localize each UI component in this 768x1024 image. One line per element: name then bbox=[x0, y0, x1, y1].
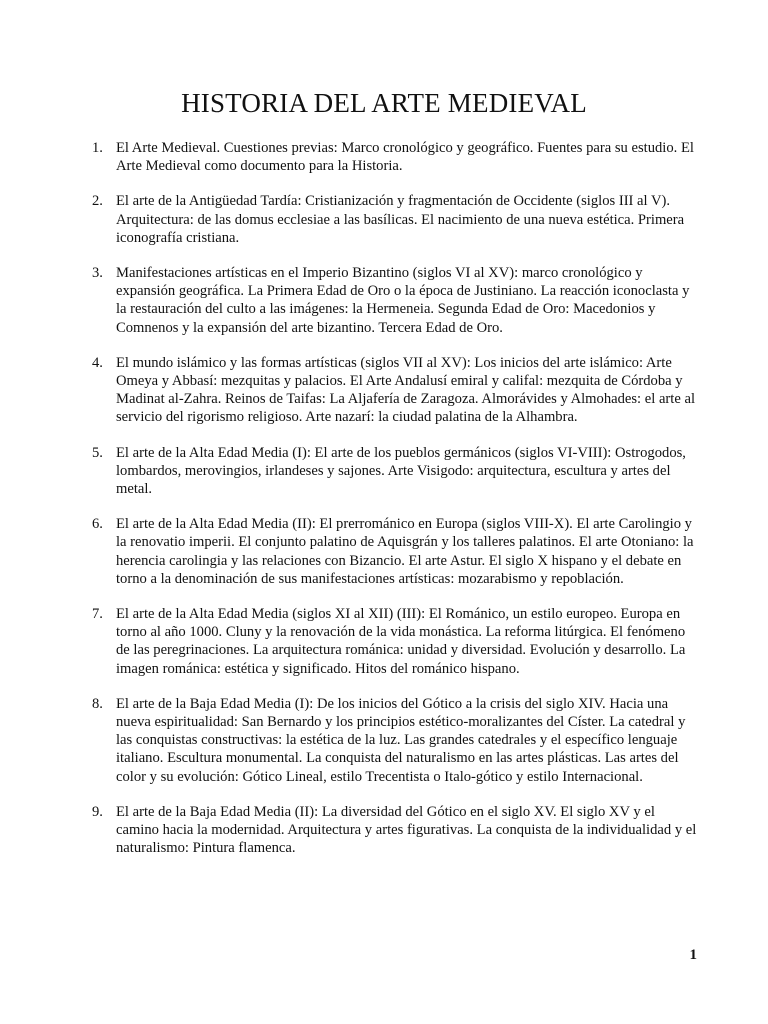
item-text: El arte de la Alta Edad Media (II): El prerrománico en Europa (siglos VIII-X). El arte Carolingio y la renovatio imperii. El conjunto palatino de Aquisgrán y los talleres palatinos. El arte Otoniano: la herencia carolingia y las relaciones con Bizancio. El arte Astur. El siglo X hispano y el debate en torno a la denominación de sus manifestaciones artísticas: mozarabismo y repoblación. bbox=[116, 516, 694, 587]
item-text: El Arte Medieval. Cuestiones previas: Marco cronológico y geográfico. Fuentes para su estudio. El Arte Medieval como documento para la Historia. bbox=[116, 140, 694, 175]
list-item bbox=[84, 695, 700, 786]
item-text: El mundo islámico y las formas artísticas (siglos VII al XV): Los inicios del arte islámico: Arte Omeya y Abbasí: mezquitas y palacios. El Arte Andalusí emiral y califal: mezquita de Córdoba y Madinat al-Zahra. Reinos de Taifas: La Aljafería de Zaragoza. Almorávides y Almohades: el arte al servicio del rigorismo religioso. Arte nazarí: la ciudad palatina de la Alhambra. bbox=[116, 354, 695, 426]
item-number: 1. bbox=[92, 140, 103, 156]
item-number: 9. bbox=[92, 803, 103, 820]
item-number: 6. bbox=[92, 516, 103, 533]
list-item bbox=[84, 515, 700, 588]
item-text: El arte de la Baja Edad Media (II): La diversidad del Gótico en el siglo XV. El siglo XV y el camino hacia la modernidad. Arquitectura y artes figurativas. La conquista de la individualidad y el naturalismo: Pintura flamenca. bbox=[116, 803, 697, 857]
list-item bbox=[84, 803, 700, 858]
item-number: 4. bbox=[92, 354, 103, 371]
list-item bbox=[84, 444, 700, 499]
item-text: El arte de la Alta Edad Media (siglos XI al XII) (III): El Románico, un estilo europeo. Europa en torno al año 1000. Cluny y la renovación de la vida monástica. La reforma litúrgica. El fenómeno de las peregrinaciones. La arquitectura románica: unidad y diversidad. Evolución y desarrollo. La imagen románica: estética y significado. Hitos del románico hispano. bbox=[116, 606, 686, 677]
page-number: 1 bbox=[689, 947, 697, 963]
list-item bbox=[84, 354, 700, 427]
item-number: 5. bbox=[92, 444, 103, 461]
item-number: 7. bbox=[92, 606, 103, 623]
list-item bbox=[84, 192, 700, 247]
item-text: El arte de la Antigüedad Tardía: Cristianización y fragmentación de Occidente (siglos III al V). Arquitectura: de las domus ecclesiae a las basílicas. El nacimiento de una nueva estética. Primera iconografía cristiana. bbox=[116, 193, 685, 246]
syllabus-list bbox=[84, 139, 700, 875]
page-title: HISTORIA DEL ARTE MEDIEVAL bbox=[181, 88, 587, 118]
item-text: Manifestaciones artísticas en el Imperio Bizantino (siglos VI al XV): marco cronológico y expansión geográfica. La Primera Edad de Oro o la época de Justiniano. La reacción iconoclasta y la restauración del culto a las imágenes: la Hermeneia. Segunda Edad de Oro: Macedonios y Comnenos y la expansión del arte bizantino. Tercera Edad de Oro. bbox=[116, 265, 690, 336]
item-number: 8. bbox=[92, 695, 103, 712]
item-number: 2. bbox=[92, 193, 103, 210]
list-item bbox=[84, 139, 700, 175]
list-item bbox=[84, 605, 700, 678]
item-text: El arte de la Alta Edad Media (I): El arte de los pueblos germánicos (siglos VI-VIII): Ostrogodos, lombardos, merovingios, irlandeses y sajones. Arte Visigodo: arquitectura, escultura y artes del metal. bbox=[116, 444, 686, 498]
item-text: El arte de la Baja Edad Media (I): De los inicios del Gótico a la crisis del siglo XIV. Hacia una nueva espiritualidad: San Bernardo y los principios estético-moralizantes del Císter. La catedral y las conquistas constructivas: la estética de la luz. Las grandes catedrales y el específico lenguaje italiano. Escultura monumental. La conquista del naturalismo en las artes plásticas. Las artes del color y su evolución: Gótico Lineal, estilo Trecentista o Italo-gótico y estilo Internacional. bbox=[116, 695, 686, 785]
list-item bbox=[84, 264, 700, 337]
item-number: 3. bbox=[92, 265, 103, 282]
